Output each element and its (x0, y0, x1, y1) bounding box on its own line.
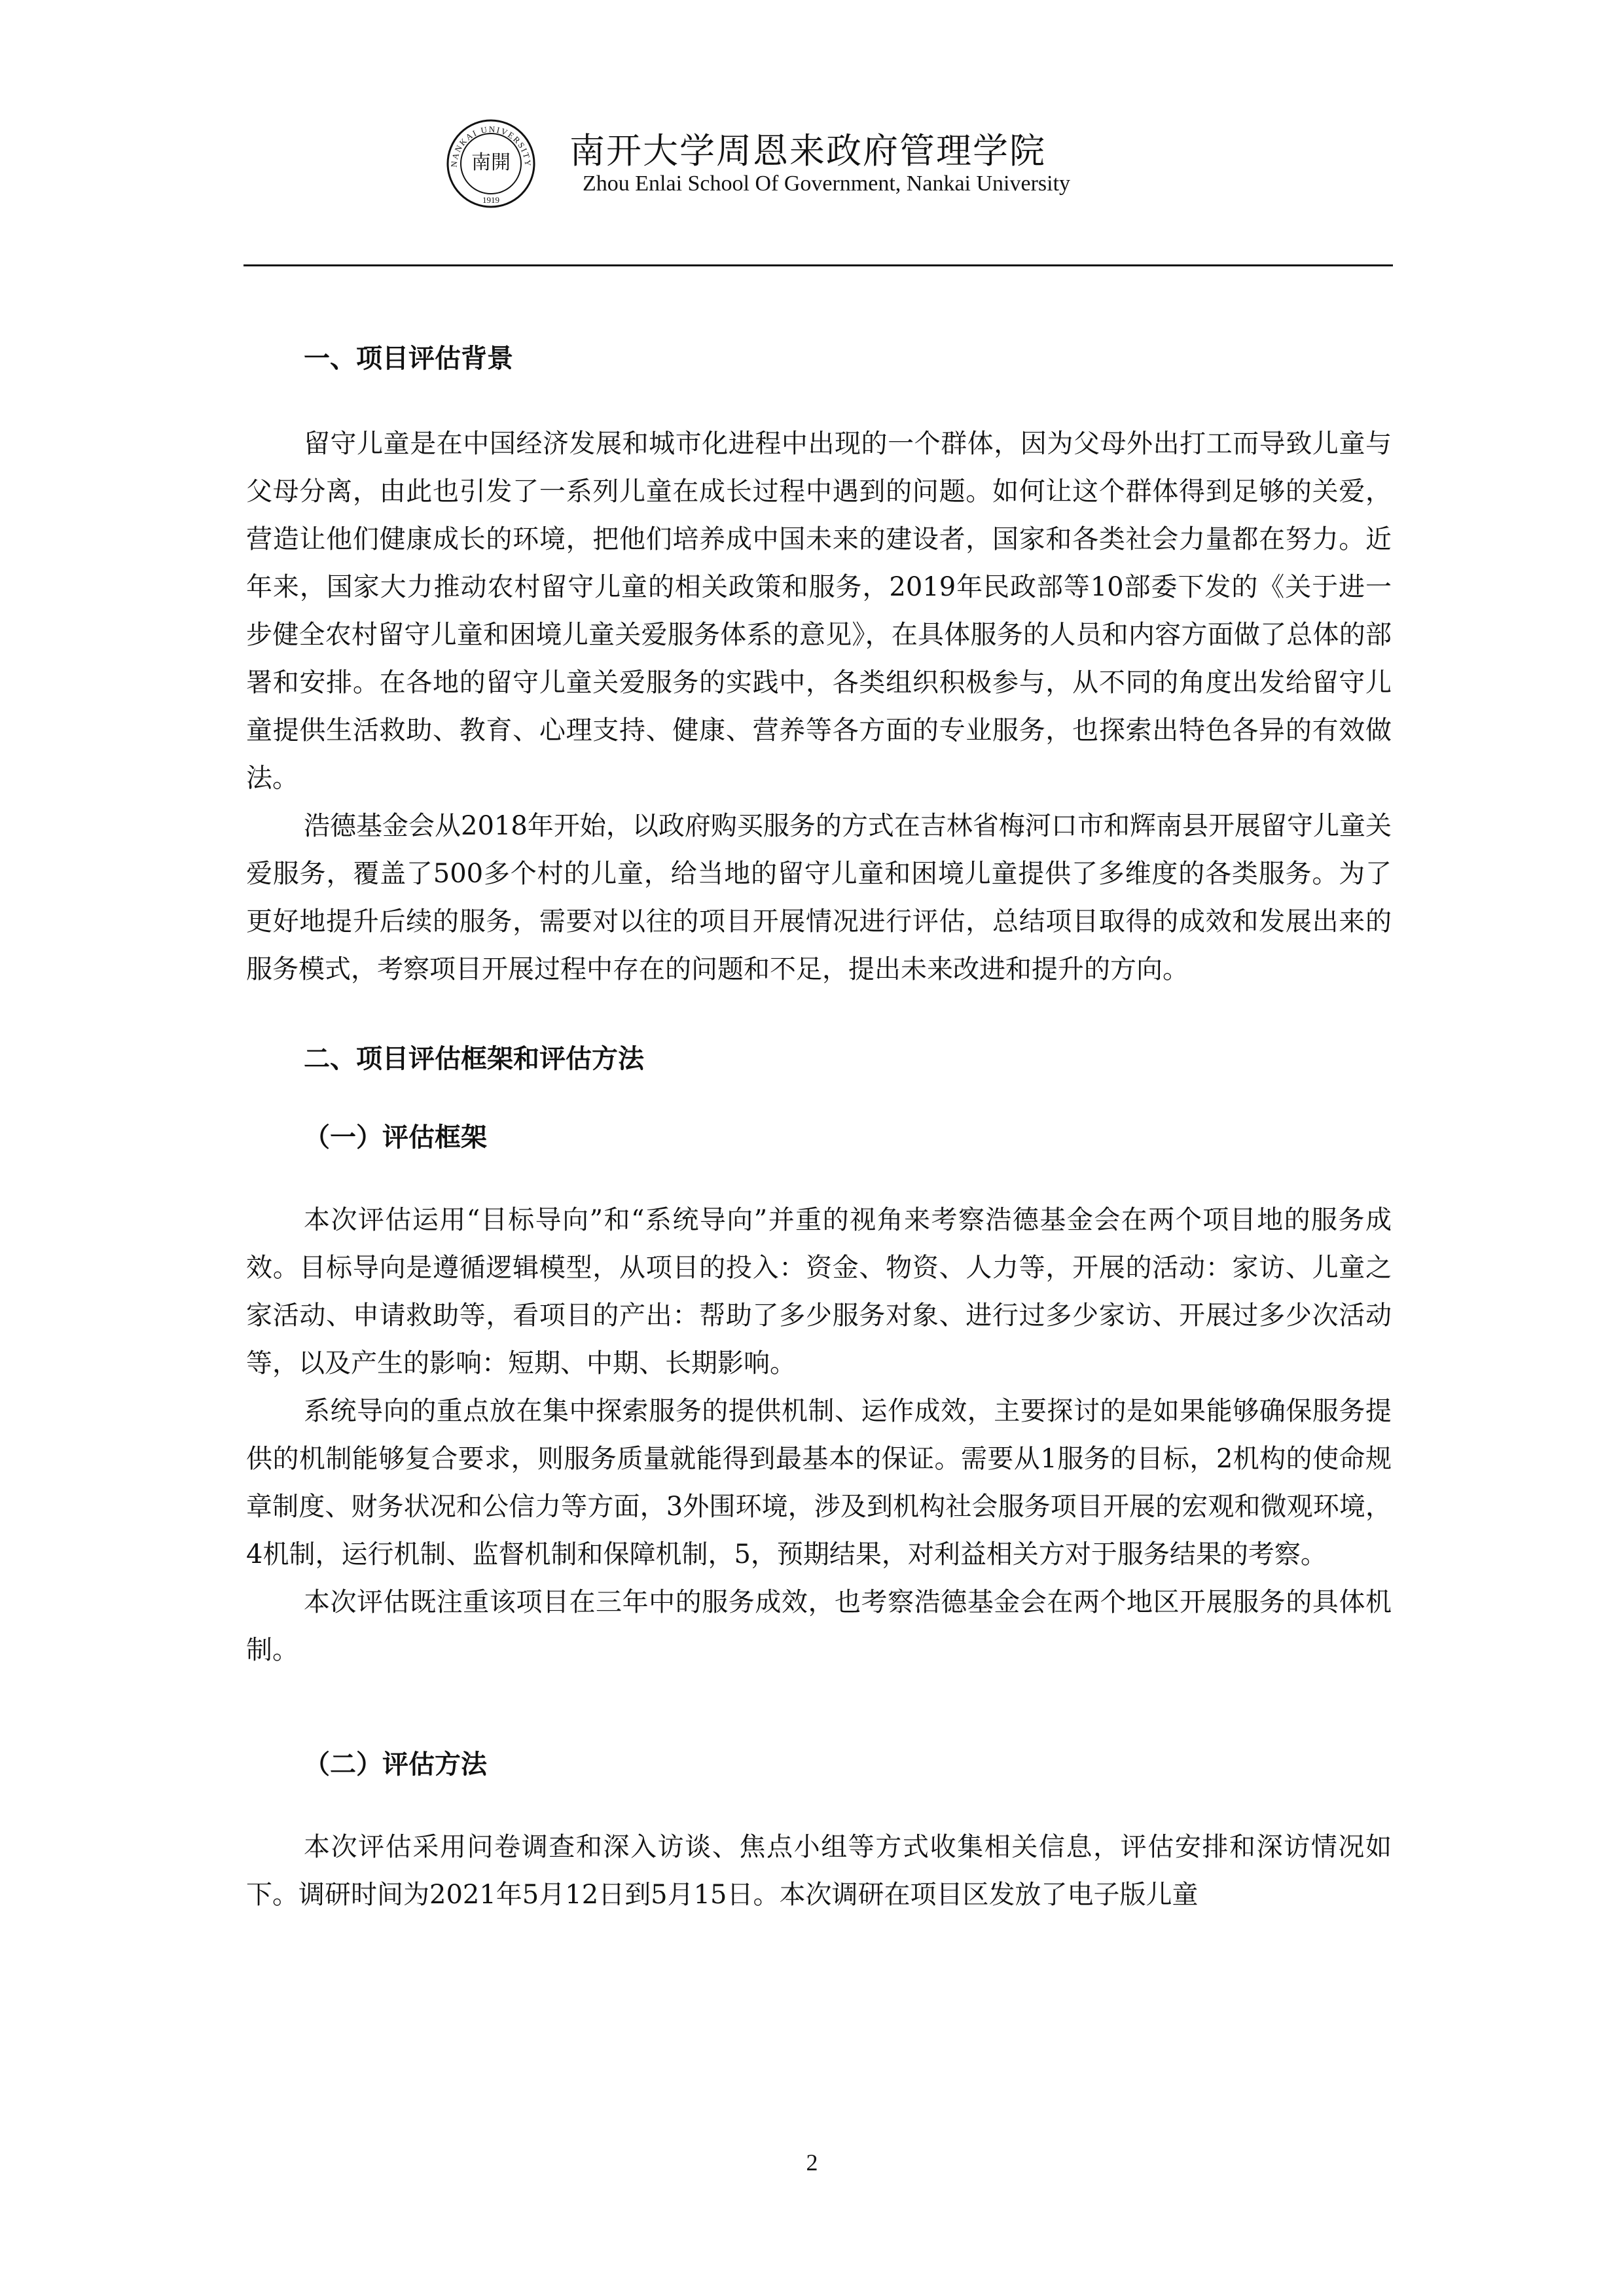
header-divider (244, 264, 1393, 266)
paragraph: 本次评估采用问卷调查和深入访谈、焦点小组等方式收集相关信息，评估安排和深访情况如下。调研时间为2021年5月12日到5月15日。本次调研在项目区发放了电子版儿童 (246, 1832, 1392, 1910)
paragraph: 浩德基金会从2018年开始，以政府购买服务的方式在吉林省梅河口市和辉南县开展留守儿童关爱服务，覆盖了500多个村的儿童，给当地的留守儿童和困境儿童提供了多维度的各类服务。为了更好地提升后续的服务，需要对以往的项目开展情况进行评估，总结项目取得的成效和发展出来的服务模式，考察项目开展过程中存在的问题和不足，提出未来改进和提升的方向。 (246, 811, 1392, 984)
seal-center-text: 南開 (471, 151, 511, 174)
section-heading-background: 一、项目评估背景 (304, 343, 513, 374)
paragraph: 本次评估运用“目标导向”和“系统导向”并重的视角来考察浩德基金会在两个项目地的服务成效。目标导向是遵循逻辑模型，从项目的投入：资金、物资、人力等，开展的活动：家访、儿童之家活动、申请救助等，看项目的产出：帮助了多少服务对象、进行过多少家访、开展过多少次活动等，以及产生的影响：短期、中期、长期影响。 (246, 1205, 1392, 1378)
seal-ring-text: NANKAI UNIVERSITY (448, 124, 533, 168)
section-heading-framework-methods: 二、项目评估框架和评估方法 (304, 1043, 644, 1074)
paragraph: 留守儿童是在中国经济发展和城市化进程中出现的一个群体，因为父母外出打工而导致儿童与父母分离，由此也引发了一系列儿童在成长过程中遇到的问题。如何让这个群体得到足够的关爱，营造让他们健康成长的环境，把他们培养成中国未来的建设者，国家和各类社会力量都在努力。近年来，国家大力推动农村留守儿童的相关政策和服务，2019年民政部等10部委下发的《关于进一步健全农村留守儿童和困境儿童关爱服务体系的意见》，在具体服务的人员和内容方面做了总体的部署和安排。在各地的留守儿童关爱服务的实践中，各类组织积极参与，从不同的角度出发给留守儿童提供生活救助、教育、心理支持、健康、营养等各方面的专业服务，也探索出特色各异的有效做法。 (246, 429, 1392, 793)
page-number: 2 (806, 2149, 818, 2176)
seal-year: 1919 (482, 195, 499, 205)
university-seal-icon (445, 118, 537, 209)
paragraph: 本次评估既注重该项目在三年中的服务成效，也考察浩德基金会在两个地区开展服务的具体机制。 (246, 1587, 1392, 1665)
document-body (246, 339, 1392, 1919)
institution-name-en: Zhou Enlai School Of Government, Nankai University (583, 171, 1071, 196)
institution-name-cn: 南开大学周恩来政府管理学院 (569, 130, 1046, 171)
page-header (445, 111, 1231, 216)
paragraph: 系统导向的重点放在集中探索服务的提供机制、运作成效，主要探讨的是如果能够确保服务提供的机制能够复合要求，则服务质量就能得到最基本的保证。需要从1服务的目标，2机构的使命规章制度、财务状况和公信力等方面，3外围环境，涉及到机构社会服务项目开展的宏观和微观环境，4机制，运行机制、监督机制和保障机制，5，预期结果，对利益相关方对于服务结果的考察。 (246, 1396, 1392, 1570)
subsection-heading-methods: （二）评估方法 (304, 1749, 487, 1780)
subsection-heading-framework: （一）评估框架 (304, 1122, 487, 1153)
